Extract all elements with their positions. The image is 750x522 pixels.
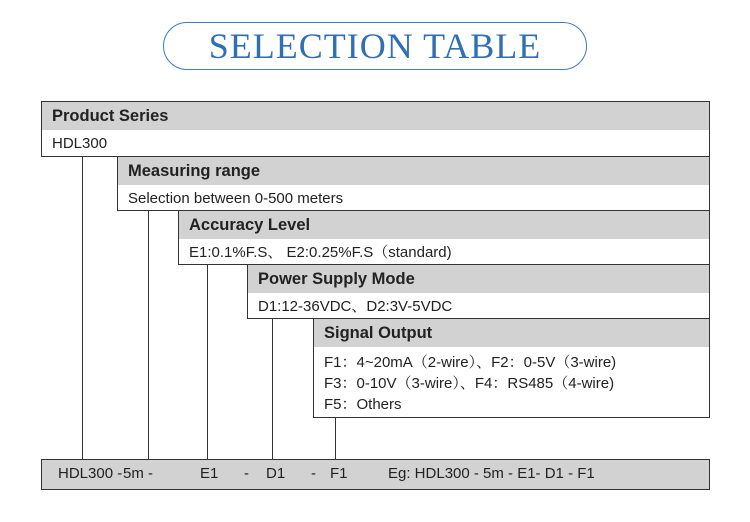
connector-line (207, 264, 208, 459)
section-header: Measuring range (118, 157, 709, 185)
accuracy-level-box (178, 210, 710, 265)
code-separator: - (244, 465, 249, 482)
section-body (314, 347, 709, 415)
page-title: SELECTION TABLE (208, 26, 542, 66)
code-power: D1 (266, 465, 286, 482)
section-line: E1:0.1%F.S、 E2:0.25%F.S（standard) (189, 244, 452, 261)
section-line: F1：4~20mA（2-wire）、F2：0-5V（3-wire) (324, 354, 617, 371)
section-line: D1:12-36VDC、D2:3V-5VDC (258, 298, 453, 315)
code-range: 5m - (123, 465, 153, 482)
power-supply-box (247, 264, 710, 319)
connector-line (148, 210, 149, 459)
model-code-bar (41, 459, 710, 490)
section-line: F3：0-10V（3-wire）、F4：RS485（4-wire) (324, 375, 615, 392)
connector-line (335, 417, 336, 459)
section-line: Selection between 0-500 meters (128, 190, 344, 207)
section-line: HDL300 (52, 135, 108, 152)
product-series-box (41, 101, 710, 157)
title-banner (163, 22, 587, 70)
code-signal: F1 (330, 465, 348, 482)
section-header: Power Supply Mode (248, 265, 709, 293)
section-header: Signal Output (314, 319, 709, 347)
code-series: HDL300 - (58, 465, 123, 482)
section-header: Accuracy Level (179, 211, 709, 239)
connector-line (272, 318, 273, 459)
measuring-range-box (117, 156, 710, 211)
code-separator: - (311, 465, 316, 482)
code-accuracy: E1 (200, 465, 219, 482)
section-header: Product Series (42, 102, 709, 130)
code-example: Eg: HDL300 - 5m - E1- D1 - F1 (388, 465, 595, 482)
section-line: F5：Others (324, 396, 402, 413)
connector-line (82, 156, 83, 459)
signal-output-box (313, 318, 710, 418)
